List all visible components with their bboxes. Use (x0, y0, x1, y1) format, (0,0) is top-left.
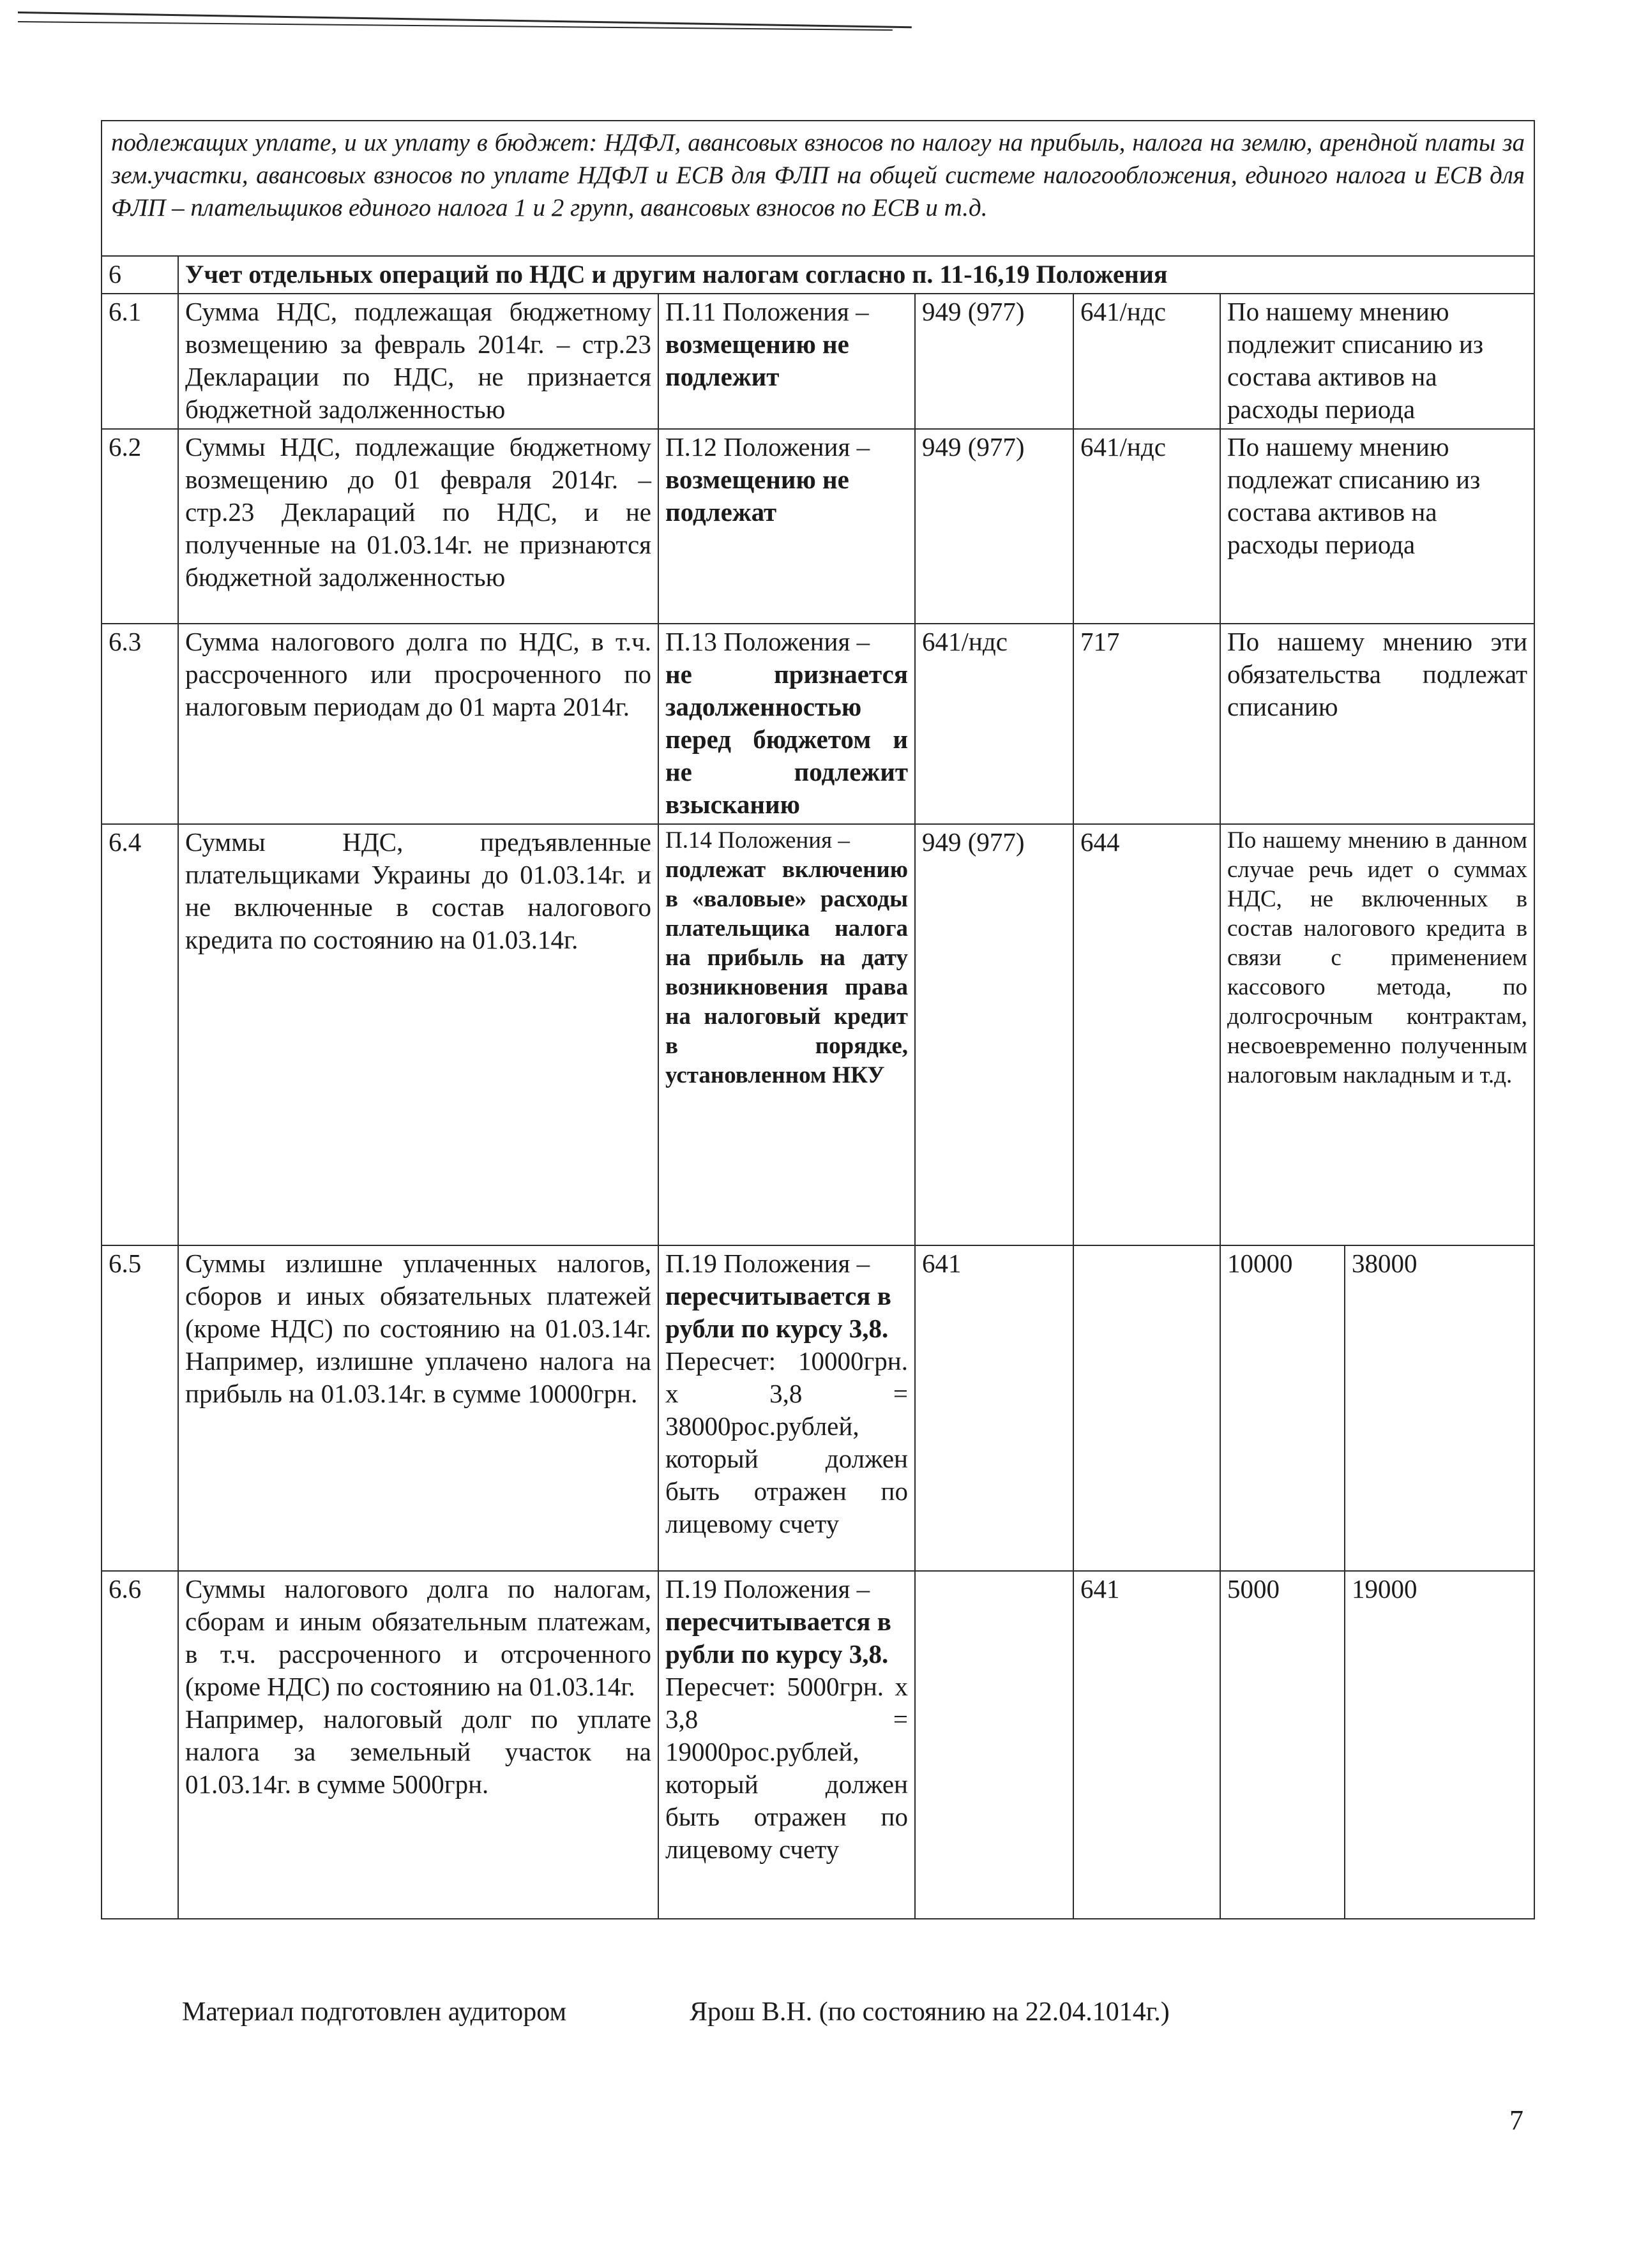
reference-ruling: пересчитывается в рубли по курсу 3,8. (665, 1281, 891, 1343)
row-description (178, 1571, 658, 1919)
row-debit: 949 (977) (915, 294, 1073, 429)
reference-ruling: возмещению не подлежат (665, 465, 849, 527)
row-note: По нашему мнению подлежит списанию из состава активов на расходы периода (1220, 294, 1534, 429)
row-credit (1073, 1245, 1220, 1571)
intro-text: подлежащих уплате, и их уплату в бюджет: НДФЛ, авансовых взносов по налогу на прибыль, налога на землю, арендной платы за зем.участки, авансовых взносов по уплате НДФЛ и ЕСВ для ФЛП на общей системе налогообложения, единого налога и ЕСВ для ФЛП – плательщиков единого налога 1 и 2 групп, авансовых взносов по ЕСВ и т.д. (102, 121, 1534, 256)
reference-ruling: не признается задолженностью перед бюджетом и не подлежит взысканию (665, 659, 908, 819)
section-header-row (102, 256, 1534, 294)
row-number: 6.3 (102, 624, 178, 824)
page-number: 7 (1509, 2105, 1523, 2136)
reference-recalculation: Пересчет: 5000грн. х 3,8 = 19000рос.рублей, который должен быть отражен по лицевому счету (665, 1672, 908, 1864)
row-credit: 717 (1073, 624, 1220, 824)
section-number: 6 (102, 256, 178, 294)
intro-row (102, 121, 1534, 256)
row-debit: 641 (915, 1245, 1073, 1571)
row-description: Суммы НДС, предъявленные плательщиками Украины до 01.03.14г. и не включенные в состав налогового кредита по состоянию на 01.03.14г. (178, 824, 658, 1245)
accounting-operations-table (101, 120, 1535, 1919)
reference-recalculation: Пересчет: 10000грн. х 3,8 = 38000рос.рублей, который должен быть отражен по лицевому счету (665, 1346, 908, 1538)
row-amount-rub: 19000 (1345, 1571, 1534, 1919)
row-description: Сумма НДС, подлежащая бюджетному возмещению за февраль 2014г. – стр.23 Декларации по НДС, не признается бюджетной задолженностью (178, 294, 658, 429)
row-reference (658, 429, 915, 624)
row-amount-uah: 5000 (1220, 1571, 1345, 1919)
section-title: Учет отдельных операций по НДС и другим налогам согласно п. 11-16,19 Положения (178, 256, 1534, 294)
row-debit (915, 1571, 1073, 1919)
row-amount-rub: 38000 (1345, 1245, 1534, 1571)
row-number: 6.5 (102, 1245, 178, 1571)
table-row (102, 294, 1534, 429)
reference-ruling: подлежат включению в «валовые» расходы плательщика налога на прибыль на дату возникновения права на налоговый кредит в порядке, установленном НКУ (665, 857, 908, 1088)
row-description-main: Суммы налогового долга по налогам, сборам и иным обязательным платежам, в т.ч. рассроченного и отсроченного (кроме НДС) по состоянию на 01.03.14г. (185, 1574, 651, 1701)
reference-ruling: пересчитывается в рубли по курсу 3,8. (665, 1607, 891, 1669)
reference-clause: П.12 Положения – (665, 432, 870, 462)
row-credit: 641/ндс (1073, 429, 1220, 624)
footer-author-date: Ярош В.Н. (по состоянию на 22.04.1014г.) (690, 1997, 1170, 2027)
row-debit: 949 (977) (915, 429, 1073, 624)
row-reference (658, 824, 915, 1245)
row-description: Суммы НДС, подлежащие бюджетному возмещению до 01 февраля 2014г. – стр.23 Деклараций по НДС, и не полученные на 01.03.14г. не признаются бюджетной задолженностью (178, 429, 658, 624)
row-number: 6.6 (102, 1571, 178, 1919)
table-row (102, 1245, 1534, 1571)
row-note: По нашему мнению в данном случае речь идет о суммах НДС, не включенных в состав налогового кредита в связи с применением кассового метода, по долгосрочным контрактам, несвоевременно полученным налоговым накладным и т.д. (1220, 824, 1534, 1245)
row-reference (658, 294, 915, 429)
row-number: 6.4 (102, 824, 178, 1245)
row-description: Сумма налогового долга по НДС, в т.ч. рассроченного или просроченного по налоговым периодам до 01 марта 2014г. (178, 624, 658, 824)
row-description: Суммы излишне уплаченных налогов, сборов и иных обязательных платежей (кроме НДС) по состоянию на 01.03.14г. Например, излишне уплачено налога на прибыль на 01.03.14г. в сумме 10000грн. (178, 1245, 658, 1571)
row-amount-uah: 10000 (1220, 1245, 1345, 1571)
row-debit: 641/ндс (915, 624, 1073, 824)
reference-ruling: возмещению не подлежит (665, 329, 849, 391)
table-row (102, 824, 1534, 1245)
reference-clause: П.19 Положения – (665, 1574, 870, 1603)
row-reference (658, 1245, 915, 1571)
row-number: 6.2 (102, 429, 178, 624)
scan-artifact-line (18, 21, 893, 31)
row-reference (658, 1571, 915, 1919)
row-credit: 641/ндс (1073, 294, 1220, 429)
row-number: 6.1 (102, 294, 178, 429)
row-debit: 949 (977) (915, 824, 1073, 1245)
reference-clause: П.19 Положения – (665, 1249, 870, 1278)
reference-clause: П.11 Положения – (665, 297, 869, 326)
reference-clause: П.13 Положения – (665, 627, 870, 656)
footer-prepared-by: Материал подготовлен аудитором (182, 1997, 567, 2027)
table-row (102, 429, 1534, 624)
row-credit: 641 (1073, 1571, 1220, 1919)
reference-clause: П.14 Положения – (665, 827, 850, 853)
row-note: По нашему мнению эти обязательства подлежат списанию (1220, 624, 1534, 824)
table-row (102, 1571, 1534, 1919)
row-note: По нашему мнению подлежат списанию из состава активов на расходы периода (1220, 429, 1534, 624)
row-reference (658, 624, 915, 824)
row-description-example: Например, налоговый долг по уплате налога за земельный участок на 01.03.14г. в сумме 5000грн. (185, 1704, 651, 1799)
row-credit: 644 (1073, 824, 1220, 1245)
table-row (102, 624, 1534, 824)
